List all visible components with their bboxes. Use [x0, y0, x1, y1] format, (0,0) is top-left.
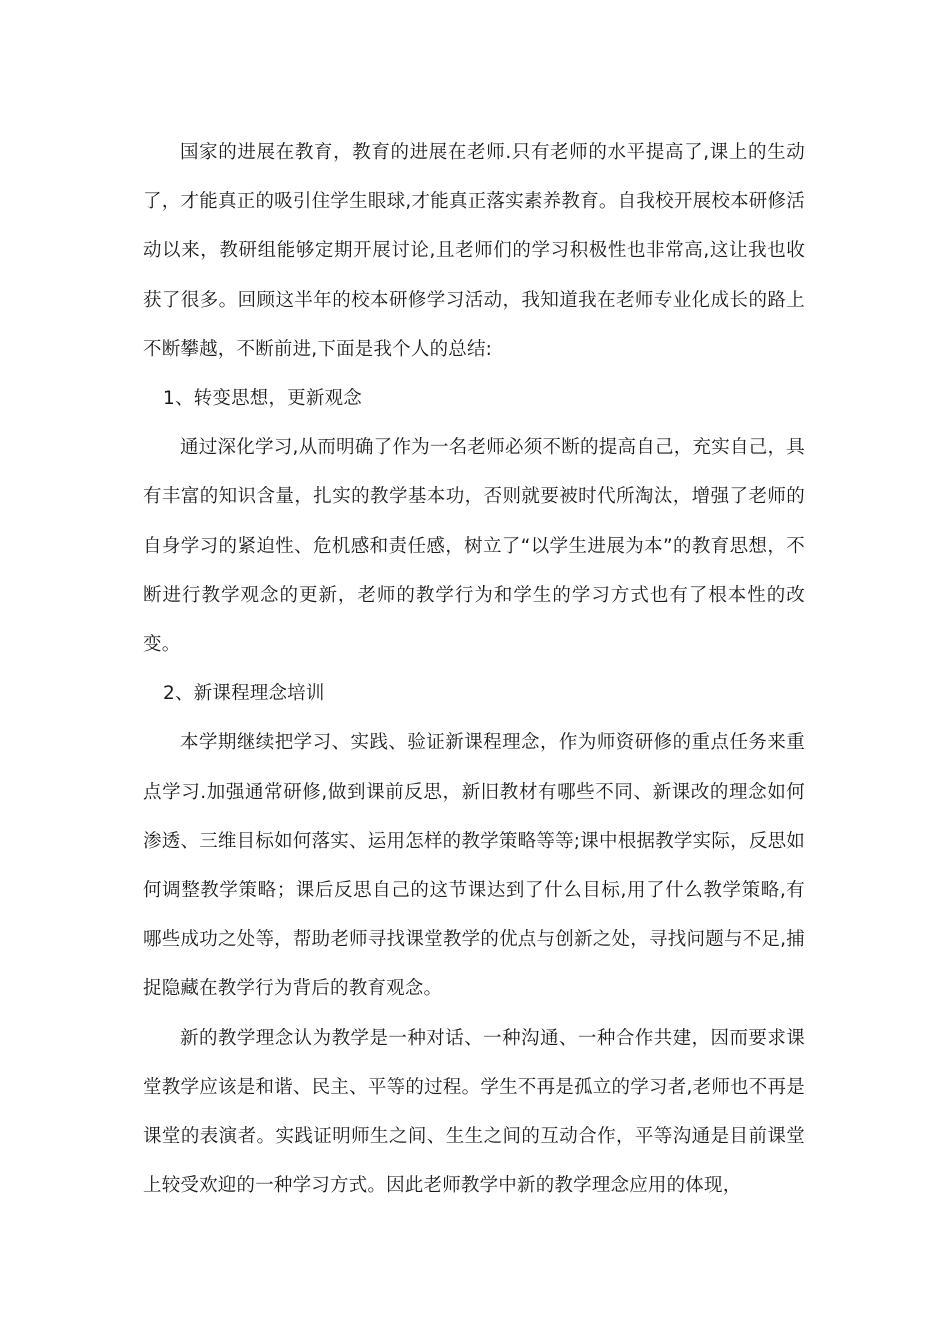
section-heading-2: 2、新课程理念培训: [163, 683, 325, 705]
paragraph-section-2-continued: 新的教学理念认为教学是一种对话、一种沟通、一种合作共建，因而要求课堂教学应该是和谐、民主、平等的过程。学生不再是孤立的学习者,老师也不再是课堂的表演者。实践证明师生之间、生生之间的互动合作，平等沟通是目前课堂上较受欢迎的一种学习方式。因此老师教学中新的教学理念应用的体现，: [143, 1027, 805, 1197]
section-heading-1: 1、转变思想，更新观念: [163, 388, 362, 410]
paragraph-intro: 国家的进展在教育，教育的进展在老师.只有老师的水平提高了,课上的生动了，才能真正的吸引住学生眼球,才能真正落实素养教育。自我校开展校本研修活动以来，教研组能够定期开展讨论,且老师们的学习积极性也非常高,这让我也收获了很多。回顾这半年的校本研修学习活动，我知道我在老师专业化成长的路上不断攀越，不断前进,下面是我个人的总结:: [143, 142, 805, 360]
paragraph-section-1: 通过深化学习,从而明确了作为一名老师必须不断的提高自己，充实自己，具有丰富的知识含量，扎实的教学基本功，否则就要被时代所淘汰，增强了老师的自身学习的紧迫性、危机感和责任感，树立了“以学生进展为本”的教育思想，不断进行教学观念的更新，老师的教学行为和学生的学习方式也有了根本性的改变。: [143, 437, 805, 656]
document-body: [143, 128, 805, 1210]
paragraph-section-2: 本学期继续把学习、实践、验证新课程理念，作为师资研修的重点任务来重点学习.加强通常研修,做到课前反思，新旧教材有哪些不同、新课改的理念如何渗透、三维目标如何落实、运用怎样的教学策略等等;课中根据教学实际，反思如何调整教学策略；课后反思自己的这节课达到了什么目标,用了什么教学策略,有哪些成功之处等，帮助老师寻找课堂教学的优点与创新之处，寻找问题与不足,捕捉隐藏在教学行为背后的教育观念。: [143, 732, 805, 1000]
